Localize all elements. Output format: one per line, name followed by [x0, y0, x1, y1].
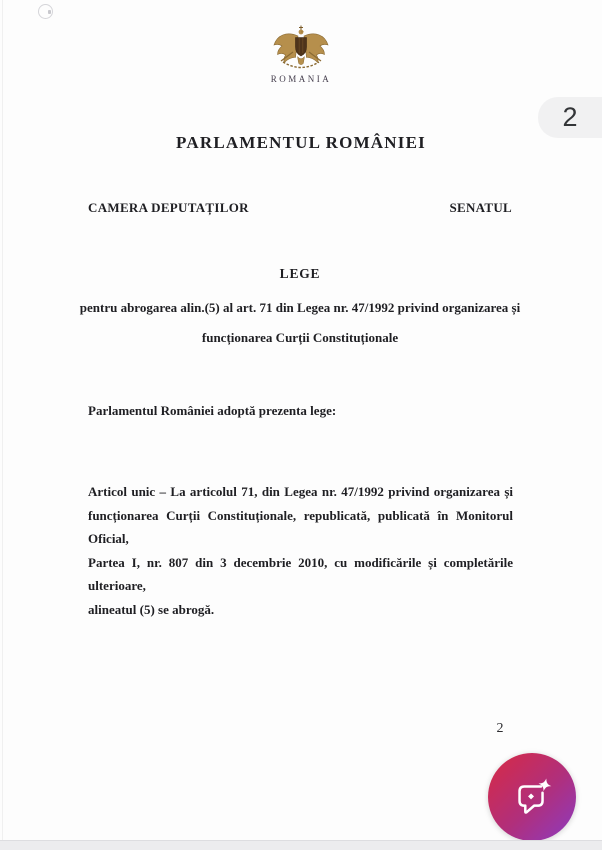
law-subtitle-line: pentru abrogarea alin.(5) al art. 71 din Legea nr. 47/1992 privind organizarea și: [79, 300, 521, 315]
law-subtitle-line: funcționarea Curții Constituționale: [201, 330, 399, 345]
romania-coat-of-arms: [0, 24, 602, 84]
article-line: Articol unic – La articolul 71, din Legea nr. 47/1992 privind organizarea și: [88, 484, 513, 499]
article-paragraph: [88, 480, 513, 621]
law-subtitle: [70, 293, 530, 353]
law-heading: LEGE: [279, 266, 321, 281]
article-line: Partea I, nr. 807 din 3 decembrie 2010, cu modificările și completările ulterioare,: [88, 554, 513, 593]
emblem-caption: ROMANIA: [270, 74, 332, 84]
chambers-row: [88, 200, 512, 216]
senate-label: SENATUL: [449, 200, 512, 215]
page-number-badge: [538, 97, 602, 138]
page-badge-value: 2: [562, 102, 578, 132]
ai-chat-button[interactable]: [488, 753, 576, 841]
article-line: funcționarea Curții Constituționale, republicată, publicată în Monitorul Oficial,: [88, 507, 513, 546]
chat-sparkle-icon: [509, 774, 555, 820]
article-line: alineatul (5) se abrogă.: [88, 601, 215, 617]
viewer-bottom-strip: [0, 840, 602, 850]
page-edge-line: [2, 0, 3, 850]
chamber-deputies-label: CAMERA DEPUTAȚILOR: [88, 200, 249, 215]
coat-of-arms-eagle-icon: [270, 24, 332, 70]
scan-stamp-mark: [38, 4, 53, 19]
page-number: 2: [496, 721, 504, 736]
enactment-clause: Parlamentul României adoptă prezenta lege:: [88, 403, 337, 418]
page-title: PARLAMENTUL ROMÂNIEI: [176, 133, 426, 152]
